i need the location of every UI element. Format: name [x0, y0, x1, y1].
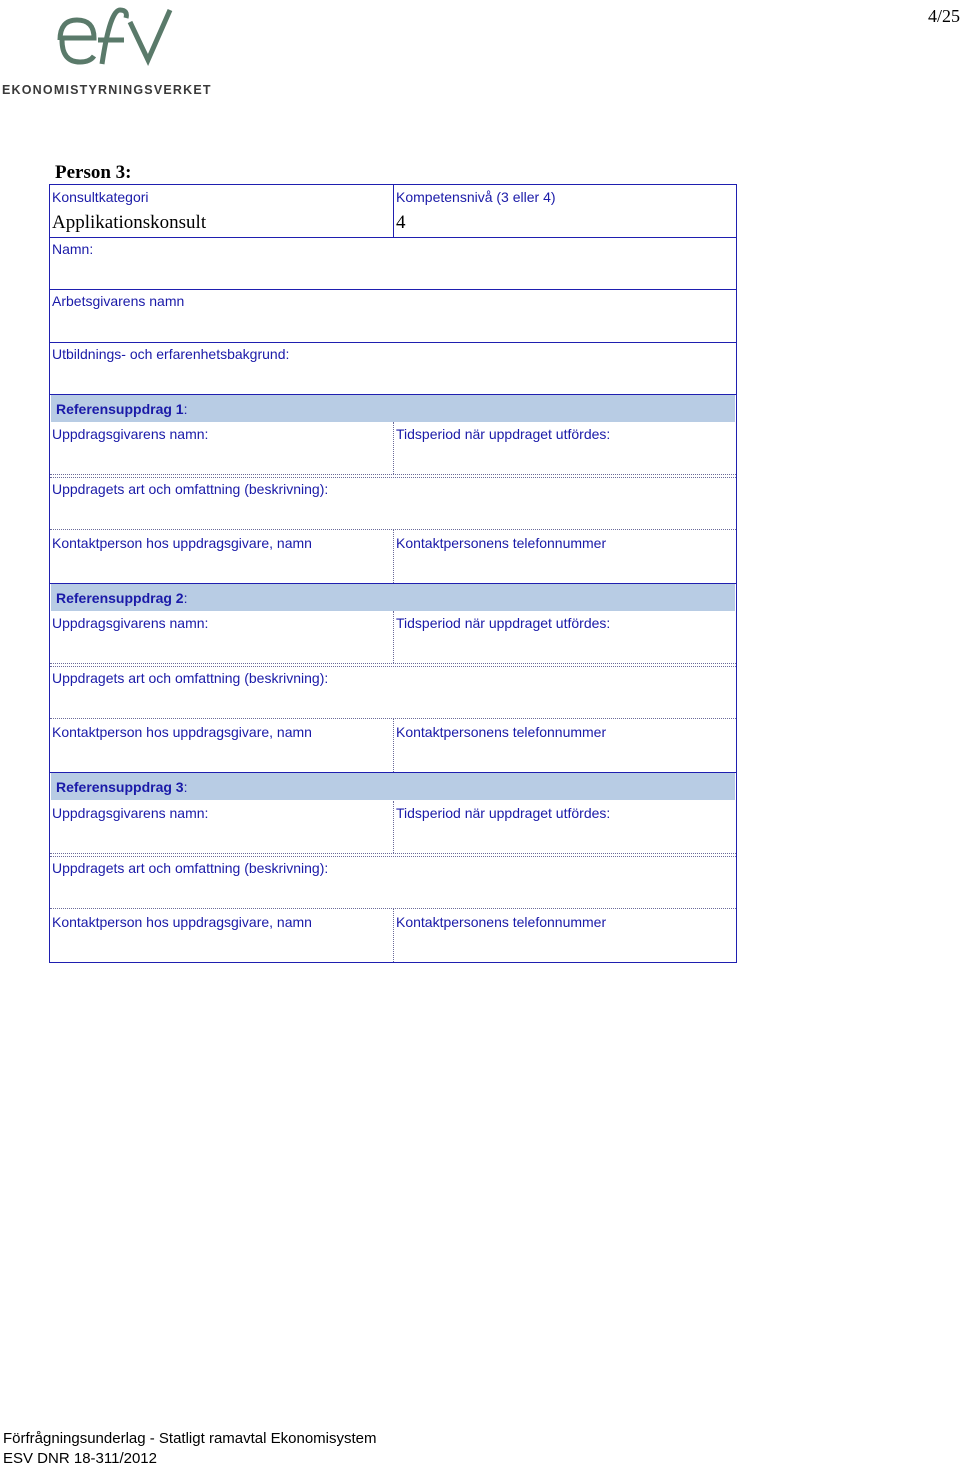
footer-document-title: Förfrågningsunderlag - Statligt ramavtal Ekonomisystem [3, 1430, 377, 1447]
ref2-header: Referensuppdrag 2: [51, 584, 735, 611]
logo-wordmark: EKONOMISTYRNINGSVERKET [2, 83, 212, 97]
arbetsgivare-field[interactable]: Arbetsgivarens namn [52, 293, 185, 309]
bakgrund-field[interactable]: Utbildnings- och erfarenhetsbakgrund: [52, 346, 290, 362]
footer-dnr: ESV DNR 18-311/2012 [3, 1450, 157, 1467]
ref3-heading: Referensuppdrag 3 [56, 779, 184, 795]
ref3-telefon-field[interactable]: Kontaktpersonens telefonnummer [396, 914, 607, 930]
ref3-header: Referensuppdrag 3: [51, 773, 735, 800]
ref1-telefon-field[interactable]: Kontaktpersonens telefonnummer [396, 535, 607, 551]
konsultkategori-label: Konsultkategori [52, 189, 149, 205]
ref1-uppdragsgivare-field[interactable]: Uppdragsgivarens namn: [52, 426, 209, 442]
ref2-uppdragsgivare-field[interactable]: Uppdragsgivarens namn: [52, 615, 209, 631]
person-form [49, 184, 737, 963]
ref2-telefon-field[interactable]: Kontaktpersonens telefonnummer [396, 724, 607, 740]
kompetens-value[interactable]: 4 [396, 212, 406, 233]
kompetens-label: Kompetensnivå (3 eller 4) [396, 189, 556, 205]
person-title: Person 3: [55, 162, 132, 183]
ref1-header: Referensuppdrag 1: [51, 395, 735, 422]
konsultkategori-value[interactable]: Applikationskonsult [52, 212, 207, 233]
ref1-tidsperiod-field[interactable]: Tidsperiod när uppdraget utfördes: [396, 426, 611, 442]
ref2-tidsperiod-field[interactable]: Tidsperiod när uppdraget utfördes: [396, 615, 611, 631]
ref1-art-field[interactable]: Uppdragets art och omfattning (beskrivning): [52, 481, 329, 497]
ref1-kontakt-field[interactable]: Kontaktperson hos uppdragsgivare, namn [52, 535, 312, 551]
ref1-heading: Referensuppdrag 1 [56, 401, 184, 417]
ref2-art-field[interactable]: Uppdragets art och omfattning (beskrivning): [52, 670, 329, 686]
esv-logo [2, 0, 217, 100]
ref2-heading: Referensuppdrag 2 [56, 590, 184, 606]
ref3-tidsperiod-field[interactable]: Tidsperiod när uppdraget utfördes: [396, 805, 611, 821]
page-number: 4/25 [927, 6, 960, 26]
ref2-kontakt-field[interactable]: Kontaktperson hos uppdragsgivare, namn [52, 724, 312, 740]
ref3-uppdragsgivare-field[interactable]: Uppdragsgivarens namn: [52, 805, 209, 821]
namn-field[interactable]: Namn: [52, 241, 94, 257]
ref3-art-field[interactable]: Uppdragets art och omfattning (beskrivning): [52, 860, 329, 876]
ref3-kontakt-field[interactable]: Kontaktperson hos uppdragsgivare, namn [52, 914, 312, 930]
